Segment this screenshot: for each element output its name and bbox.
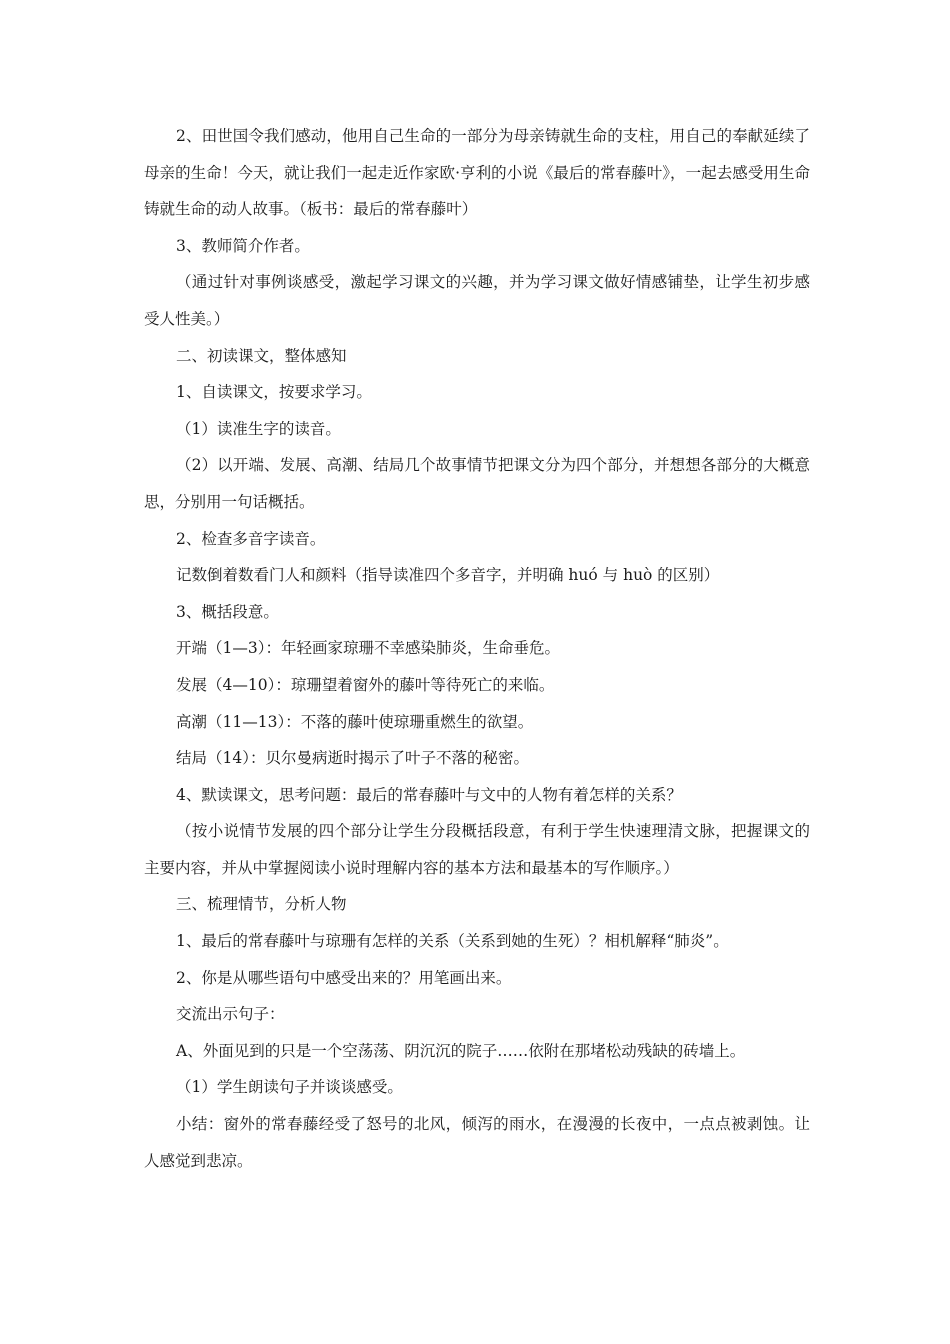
- document-body: [144, 118, 810, 1179]
- paragraph-plot-opening: 开端（1—3）：年轻画家琼珊不幸感染肺炎，生命垂危。: [176, 639, 560, 658]
- paragraph-reading-item-4: 4、默读课文，思考问题：最后的常春藤叶与文中的人物有着怎样的关系？: [176, 785, 682, 804]
- section-heading-2: 二、初读课文，整体感知: [176, 346, 347, 365]
- paragraph-reading-item-2: 2、检查多音字读音。: [176, 529, 326, 548]
- paragraph-reading-subitem-1: （1）读准生字的读音。: [176, 419, 341, 438]
- paragraph-plot-development: 发展（4—10）：琼珊望着窗外的藤叶等待死亡的来临。: [176, 675, 555, 694]
- paragraph-polyphone-words: 记数倒着数看门人和颜料（指导读准四个多音字，并明确 huó 与 huò 的区别）: [176, 566, 720, 585]
- section-heading-3: 三、梳理情节，分析人物: [176, 895, 347, 914]
- paragraph-reading-item-1: 1、自读课文，按要求学习。: [176, 383, 372, 402]
- paragraph-intro-item-3: 3、教师简介作者。: [176, 236, 310, 255]
- paragraph-sentence-a-subitem-1: （1）学生朗读句子并谈谈感受。: [176, 1078, 403, 1097]
- paragraph-plot-climax: 高潮（11—13）：不落的藤叶使琼珊重燃生的欲望。: [176, 712, 534, 731]
- paragraph-sentence-a: A、外面见到的只是一个空荡荡、阴沉沉的院子……依附在那堵松动残缺的砖墙上。: [176, 1041, 746, 1060]
- paragraph-share-sentences: 交流出示句子：: [176, 1005, 285, 1024]
- paragraph-reading-note: （按小说情节发展的四个部分让学生分段概括段意，有利于学生快速理清文脉，把握课文的主要内容，并从中掌握阅读小说时理解内容的基本方法和最基本的写作顺序。）: [144, 822, 810, 877]
- paragraph-intro-item-2: 2、田世国令我们感动，他用自己生命的一部分为母亲铸就生命的支柱，用自己的奉献延续了母亲的生命！今天，就让我们一起走近作家欧·亨利的小说《最后的常春藤叶》，一起去感受用生命铸就生命的动人故事。（板书：最后的常春藤叶）: [144, 127, 810, 219]
- paragraph-reading-item-3: 3、概括段意。: [176, 602, 279, 621]
- paragraph-summary: 小结：窗外的常春藤经受了怒号的北风，倾泻的雨水，在漫漫的长夜中，一点点被剥蚀。让人感觉到悲凉。: [144, 1115, 810, 1170]
- paragraph-analysis-item-1: 1、最后的常春藤叶与琼珊有怎样的关系（关系到她的生死）？相机解释“肺炎”。: [176, 932, 729, 951]
- paragraph-analysis-item-2: 2、你是从哪些语句中感受出来的？用笔画出来。: [176, 968, 512, 987]
- paragraph-reading-subitem-2: （2）以开端、发展、高潮、结局几个故事情节把课文分为四个部分，并想想各部分的大概意思，分别用一句话概括。: [144, 456, 810, 511]
- paragraph-plot-ending: 结局（14）：贝尔曼病逝时揭示了叶子不落的秘密。: [176, 749, 529, 768]
- paragraph-intro-note: （通过针对事例谈感受，激起学习课文的兴趣，并为学习课文做好情感铺垫，让学生初步感受人性美。）: [144, 273, 810, 328]
